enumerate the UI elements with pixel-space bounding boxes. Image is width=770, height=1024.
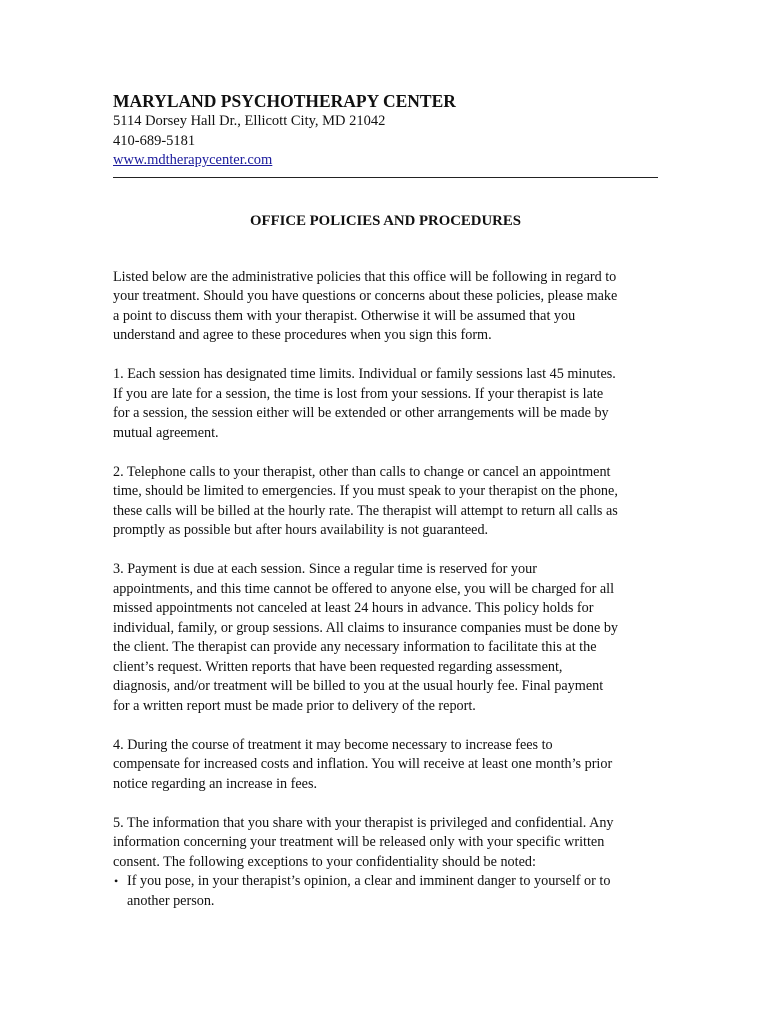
policy-5-paragraph <box>113 814 658 873</box>
text-line: individual, family, or group sessions. All claims to insurance companies must be done by <box>113 619 619 636</box>
text-line: 3. Payment is due at each session. Since a regular time is reserved for your <box>113 561 537 577</box>
text-line: 2. Telephone calls to your therapist, other than calls to change or cancel an appointment <box>113 463 611 480</box>
policy-1-paragraph <box>113 365 658 443</box>
text-line: time, should be limited to emergencies. If you must speak to your therapist on the phone, <box>113 483 618 499</box>
address: 5114 Dorsey Hall Dr., Ellicott City, MD 21042 <box>113 113 386 129</box>
text-line: mutual agreement. <box>113 424 219 441</box>
policy-4-paragraph <box>113 736 658 795</box>
text-line: your treatment. Should you have questions or concerns about these policies, please make <box>113 288 618 304</box>
text-line: understand and agree to these procedures when you sign this form. <box>113 327 492 343</box>
document-page <box>113 90 658 911</box>
text-line: another person. <box>127 892 215 909</box>
text-line: diagnosis, and/or treatment will be billed to you at the usual hourly fee. Final payment <box>113 678 604 694</box>
header-divider <box>113 177 658 178</box>
text-line: consent. The following exceptions to your confidentiality should be noted: <box>113 853 536 870</box>
list-item <box>113 872 658 911</box>
text-line: If you pose, in your therapist’s opinion, a clear and imminent danger to yourself or to <box>127 873 611 889</box>
text-line: 1. Each session has designated time limits. Individual or family sessions last 45 minutes. <box>113 366 616 382</box>
policy-3-paragraph <box>113 560 658 716</box>
text-line: compensate for increased costs and inflation. You will receive at least one month’s prior <box>113 756 613 772</box>
text-line: a point to discuss them with your therapist. Otherwise it will be assumed that you <box>113 307 576 324</box>
org-name: MARYLAND PSYCHOTHERAPY CENTER <box>113 91 456 111</box>
text-line: notice regarding an increase in fees. <box>113 775 318 792</box>
text-line: If you are late for a session, the time is lost from your sessions. If your therapist is late <box>113 385 604 402</box>
website-link[interactable]: www.mdtherapycenter.com <box>113 152 273 168</box>
text-line: promptly as possible but after hours availability is not guaranteed. <box>113 522 489 538</box>
text-line: for a written report must be made prior to delivery of the report. <box>113 697 476 714</box>
bullet-icon: • <box>114 874 119 888</box>
phone-number: 410-689-5181 <box>113 132 196 149</box>
text-line: missed appointments not canceled at least 24 hours in advance. This policy holds for <box>113 600 594 616</box>
intro-paragraph <box>113 268 658 346</box>
text-line: for a session, the session either will be extended or other arrangements will be made by <box>113 405 609 421</box>
text-line: appointments, and this time cannot be offered to anyone else, you will be charged for all <box>113 580 615 597</box>
text-line: 4. During the course of treatment it may become necessary to increase fees to <box>113 736 553 753</box>
confidentiality-exceptions-list <box>113 872 658 911</box>
document-title: OFFICE POLICIES AND PROCEDURES <box>250 212 521 229</box>
text-line: the client. The therapist can provide any necessary information to facilitate this at the <box>113 639 597 655</box>
text-line: information concerning your treatment will be released only with your specific written <box>113 834 605 850</box>
policy-2-paragraph <box>113 463 658 541</box>
text-line: these calls will be billed at the hourly rate. The therapist will attempt to return all calls as <box>113 502 618 519</box>
text-line: Listed below are the administrative policies that this office will be following in regard to <box>113 268 617 285</box>
text-line: 5. The information that you share with your therapist is privileged and confidential. Any <box>113 814 614 831</box>
text-line: client’s request. Written reports that have been requested regarding assessment, <box>113 658 563 675</box>
letterhead <box>113 90 658 178</box>
